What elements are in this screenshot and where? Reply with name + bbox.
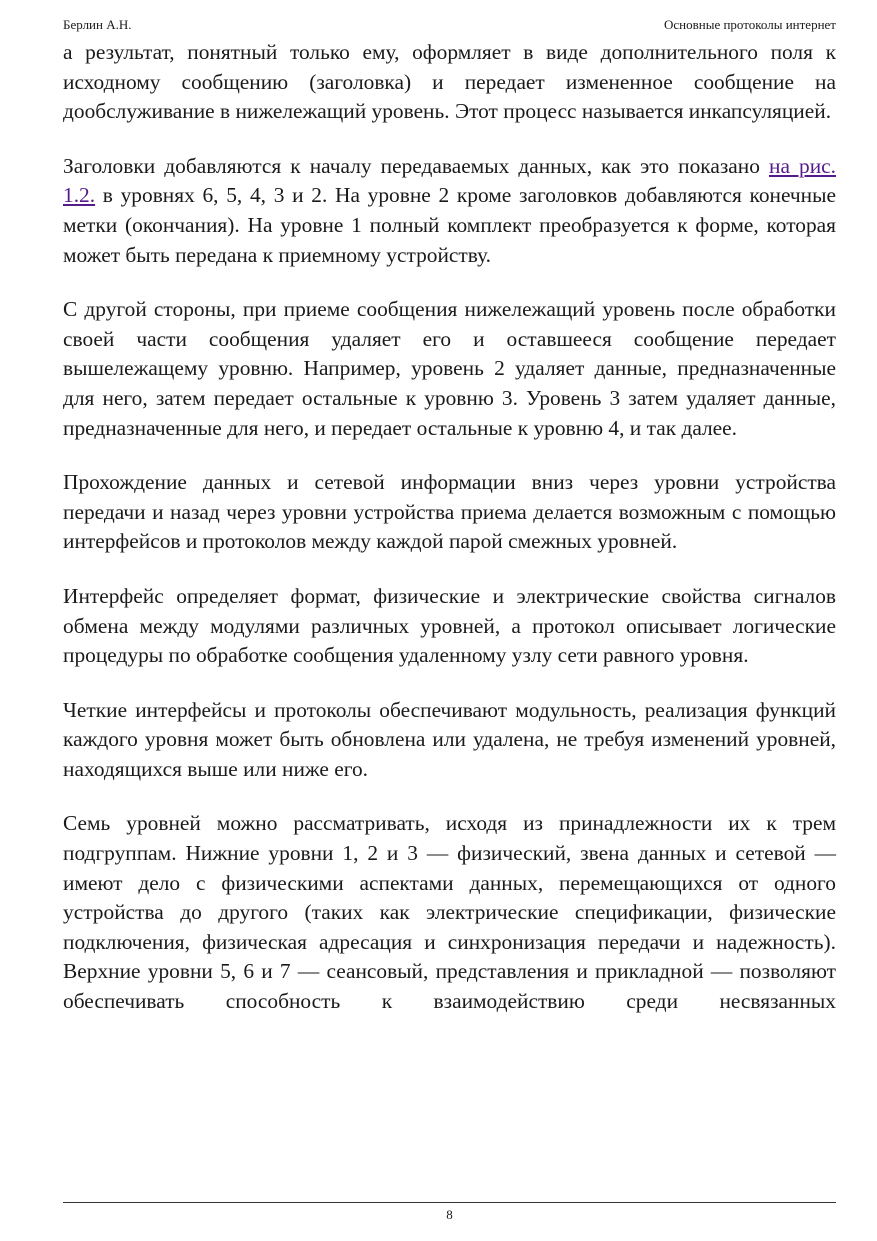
paragraph-4: Прохождение данных и сетевой информации вниз через уровни устройства передачи и назад через уровни устройства приема делается возможным с помощью интерфейсов и протоколов между каждой парой смежных уровней.	[63, 470, 836, 554]
figure-link[interactable]: на рис. 1.2.	[63, 153, 836, 208]
paragraph-2-rest: в уровнях 6, 5, 4, 3 и 2. На уровне 2 кроме заголовков добавляются конечные метки (окончания). На уровне 1 полный комплект преобразуется к форме, которая может быть передана к приемному устройству.	[63, 183, 836, 267]
footer-divider	[63, 1202, 836, 1203]
page-body	[63, 38, 836, 1017]
paragraph-7: Семь уровней можно рассматривать, исходя из принадлежности их к трем подгруппам. Нижние уровни 1, 2 и 3 — физический, звена данных и сетевой — имеют дело с физическими аспектами данных, перемещающихся от одного устройства до другого (таких как электрические спецификации, физические подключения, физическая адресация и синхронизация передачи и надежность). Верхние уровни 5, 6 и 7 — сеансовый, представления и прикладной — позволяют обеспечивать способность к взаимодействию среди несвязанных	[63, 811, 836, 1014]
paragraph-6: Четкие интерфейсы и протоколы обеспечивают модульность, реализация функций каждого уровня может быть обновлена или удалена, не требуя изменений уровней, находящихся выше или ниже его.	[63, 697, 836, 781]
paragraph-2-lead: Заголовки добавляются к началу передаваемых данных, как это показано	[63, 153, 769, 178]
paragraph-5: Интерфейс определяет формат, физические и электрические свойства сигналов обмена между модулями различных уровней, а протокол описывает логические процедуры по обработке сообщения удаленному узлу сети равного уровня.	[63, 583, 836, 668]
header-title: Основные протоколы интернет	[664, 17, 836, 32]
paragraph-2	[63, 152, 836, 270]
page-number: 8	[446, 1207, 453, 1222]
paragraph-1: а результат, понятный только ему, оформляет в виде дополнительного поля к исходному сообщению (заголовка) и передает измененное сообщение на дообслуживание в нижележащий уровень. Этот процесс называется инкапсуляцией.	[63, 40, 836, 124]
page-header	[63, 16, 836, 34]
paragraph-3: С другой стороны, при приеме сообщения нижележащий уровень после обработки своей части сообщения удаляет его и оставшееся сообщение передает вышележащему уровню. Например, уровень 2 удаляет данные, предназначенные для него, затем передает остальные к уровню 3. Уровень 3 затем удаляет данные, предназначенные для него, и передает остальные к уровню 4, и так далее.	[63, 297, 836, 440]
header-author: Берлин А.Н.	[63, 17, 132, 32]
